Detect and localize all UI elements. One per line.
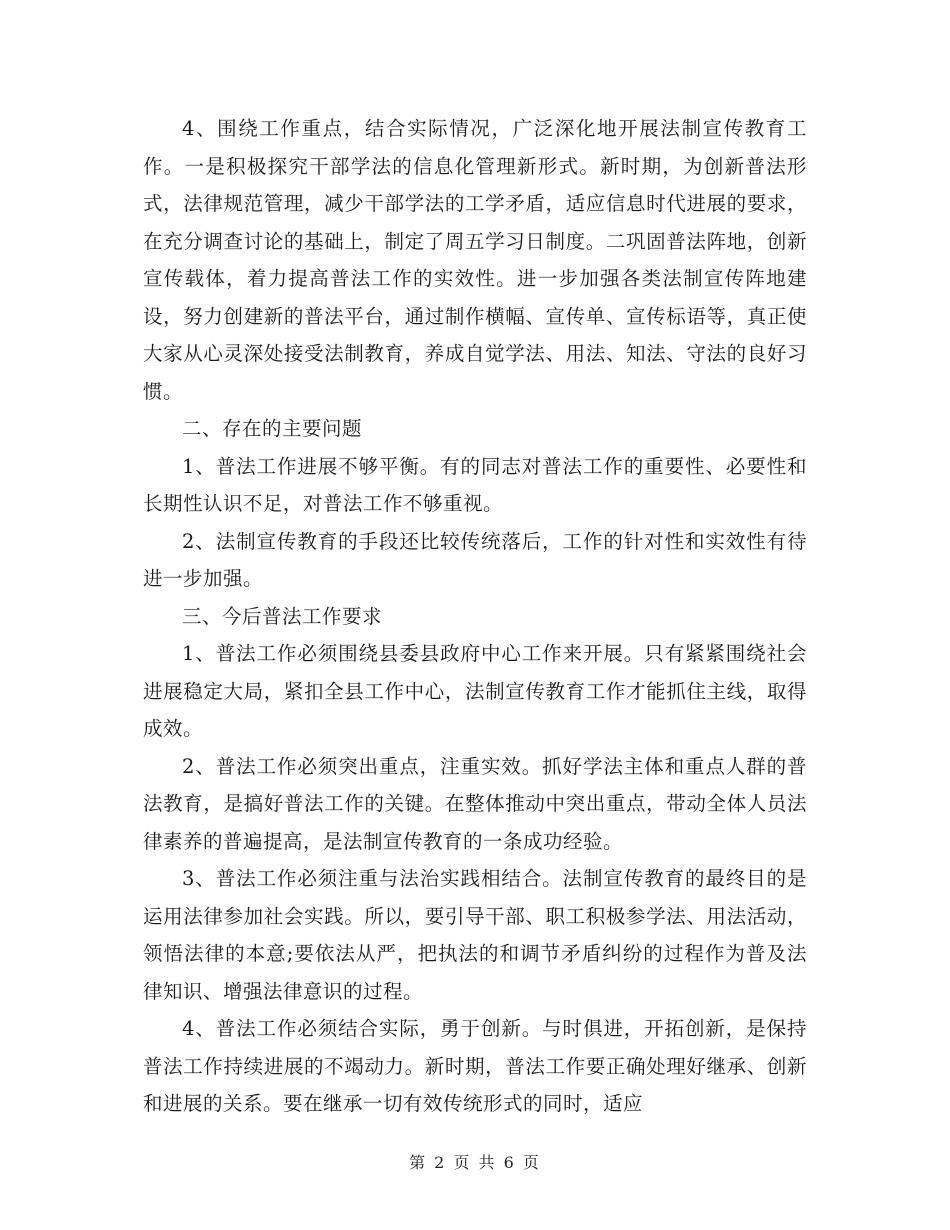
paragraph-item-4-informatization: 4、围绕工作重点，结合实际情况，广泛深化地开展法制宣传教育工作。一是积极探究干部学法的信息化管理新形式。新时期，为创新普法形式，法律规范管理，减少干部学法的工学矛盾，适应信息时代进展的要求，在充分调查讨论的基础上，制定了周五学习日制度。二巩固普法阵地，创新宣传载体，着力提高普法工作的实效性。进一步加强各类法制宣传阵地建设，努力创建新的普法平台，通过制作横幅、宣传单、宣传标语等，真正使大家从心灵深处接受法制教育，养成自觉学法、用法、知法、守法的良好习惯。 — [143, 117, 807, 403]
paragraph-requirement-3: 3、普法工作必须注重与法治实践相结合。法制宣传教育的最终目的是运用法律参加社会实践。所以，要引导干部、职工积极参学法、用法活动，领悟法律的本意;要依法从严，把执法的和调节矛盾纠纷的过程作为普及法律知识、增强法律意识的过程。 — [143, 867, 807, 1003]
section-heading-main-problems: 二、存在的主要问题 — [182, 417, 363, 440]
paragraph-problem-1: 1、普法工作进展不够平衡。有的同志对普法工作的重要性、必要性和长期性认识不足，对普法工作不够重视。 — [143, 454, 807, 515]
document-body — [143, 110, 807, 1123]
paragraph-requirement-1: 1、普法工作必须围绕县委县政府中心工作来开展。只有紧紧围绕社会进展稳定大局，紧扣全县工作中心，法制宣传教育工作才能抓住主线，取得成效。 — [143, 642, 807, 740]
page-number-footer: 第 2 页 共 6 页 — [409, 1153, 541, 1172]
paragraph-requirement-4: 4、普法工作必须结合实际，勇于创新。与时俱进，开拓创新，是保持普法工作持续进展的不竭动力。新时期，普法工作要正确处理好继承、创新和进展的关系。要在继承一切有效传统形式的同时，适应 — [143, 1017, 807, 1115]
paragraph-problem-2: 2、法制宣传教育的手段还比较传统落后，工作的针对性和实效性有待进一步加强。 — [143, 529, 807, 590]
paragraph-requirement-2: 2、普法工作必须突出重点，注重实效。抓好学法主体和重点人群的普法教育，是搞好普法工作的关键。在整体推动中突出重点，带动全体人员法律素养的普遍提高，是法制宣传教育的一条成功经验。 — [143, 754, 807, 853]
section-heading-future-requirements: 三、今后普法工作要求 — [182, 604, 383, 628]
